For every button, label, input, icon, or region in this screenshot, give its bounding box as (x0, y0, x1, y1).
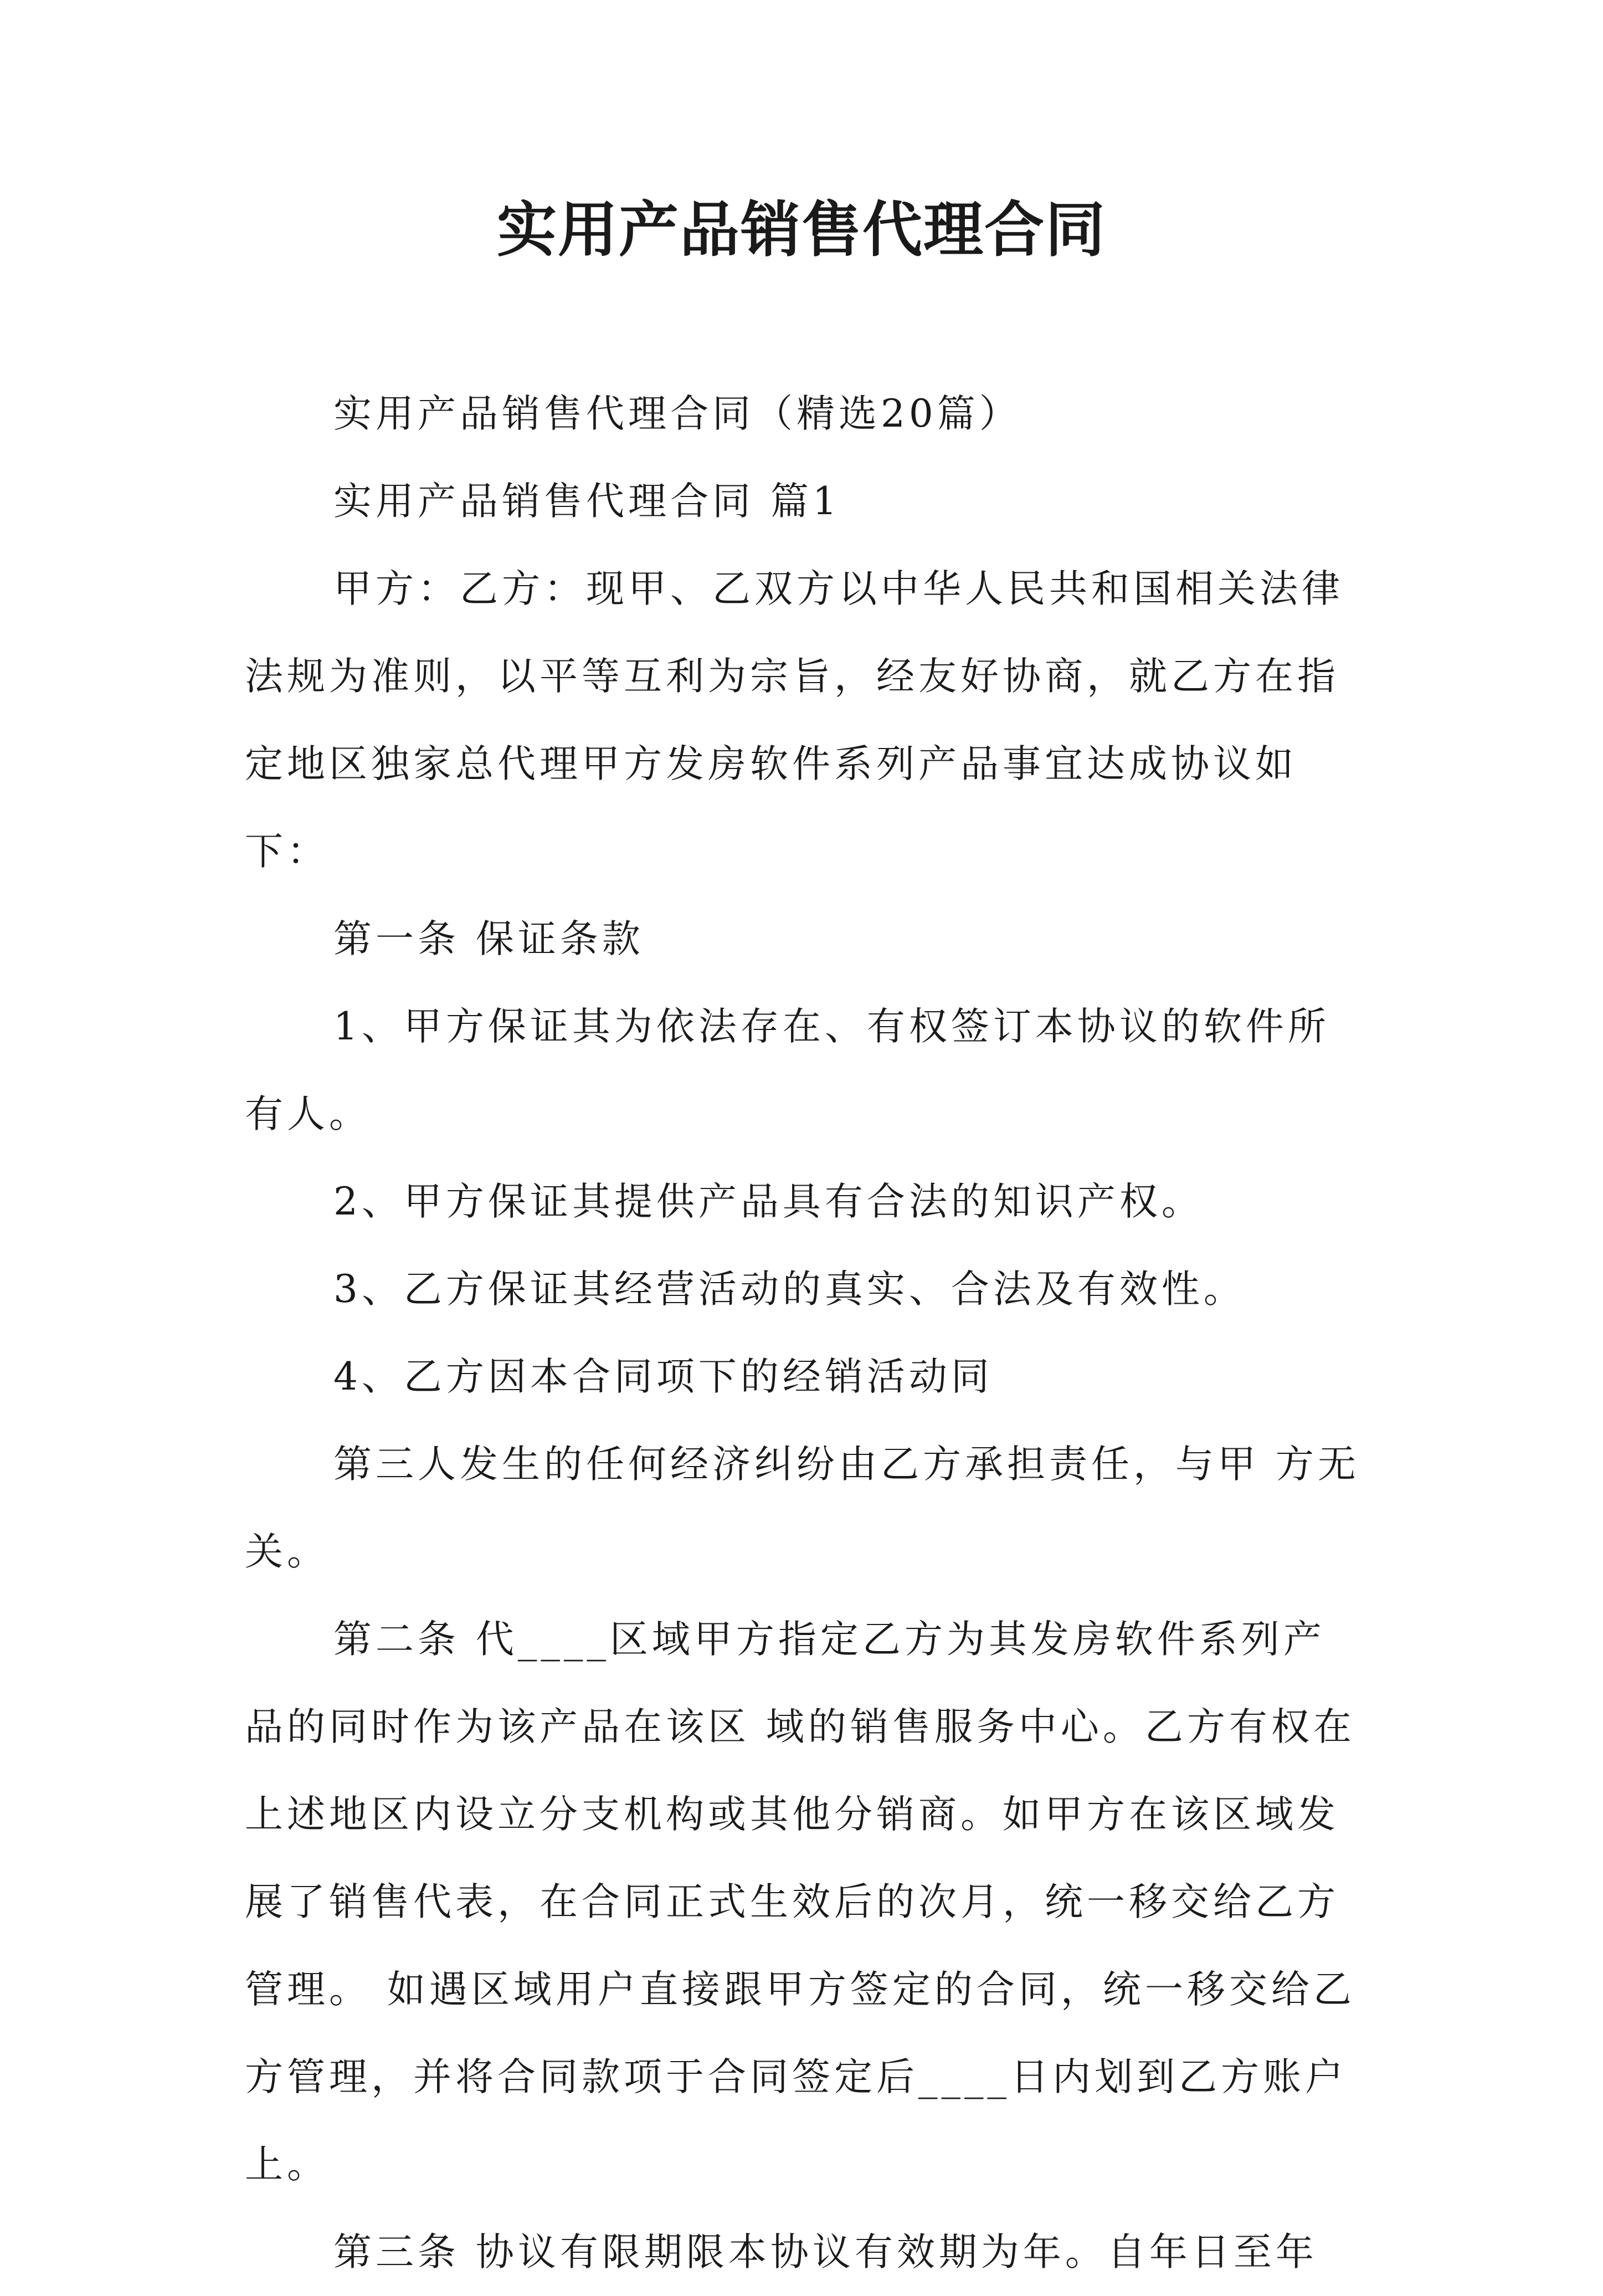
paragraph: 4、乙方因本合同项下的经销活动同 (333, 1355, 993, 1399)
paragraph: 第三人发生的任何经济纠纷由乙方承担责任，与甲 方无关。 (245, 1442, 1360, 1574)
paragraph: 第三条 协议有限期限本协议有效期为年。自年日至年 (333, 2230, 1318, 2274)
paragraph: 实用产品销售代理合同 篇1 (333, 479, 841, 524)
paragraph: 2、甲方保证其提供产品具有合法的知识产权。 (333, 1180, 1204, 1224)
paragraph: 甲方：乙方：现甲、乙双方以中华人民共和国相关法律法规为准则，以平等互利为宗旨，经友好协商，就乙方在指定地区独家总代理甲方发房软件系列产品事宜达成协议如下： (245, 567, 1344, 874)
paragraph: 3、乙方保证其经营活动的真实、合法及有效性。 (333, 1267, 1246, 1311)
document-title: 实用产品销售代理合同 (496, 195, 1106, 265)
paragraph: 实用产品销售代理合同（精选20篇） (333, 392, 1021, 436)
paragraph: 第二条 代____区域甲方指定乙方为其发房软件系列产品的同时作为该产品在该区 域的销售服务中心。乙方有权在上述地区内设立分支机构或其他分销商。如甲方在该区域发展了销售代表，在合同正式生效后的次月，统一移交给乙方管理。 如遇区域用户直接跟甲方签定的合同，统一移交给乙方管理，并将合同款项于合同签定后____日内划到乙方账户上。 (245, 1617, 1355, 2187)
document-body (245, 370, 1364, 2296)
paragraph: 第一条 保证条款 (333, 917, 644, 961)
paragraph: 1、甲方保证其为依法存在、有权签订本协议的软件所有人。 (245, 1004, 1330, 1136)
